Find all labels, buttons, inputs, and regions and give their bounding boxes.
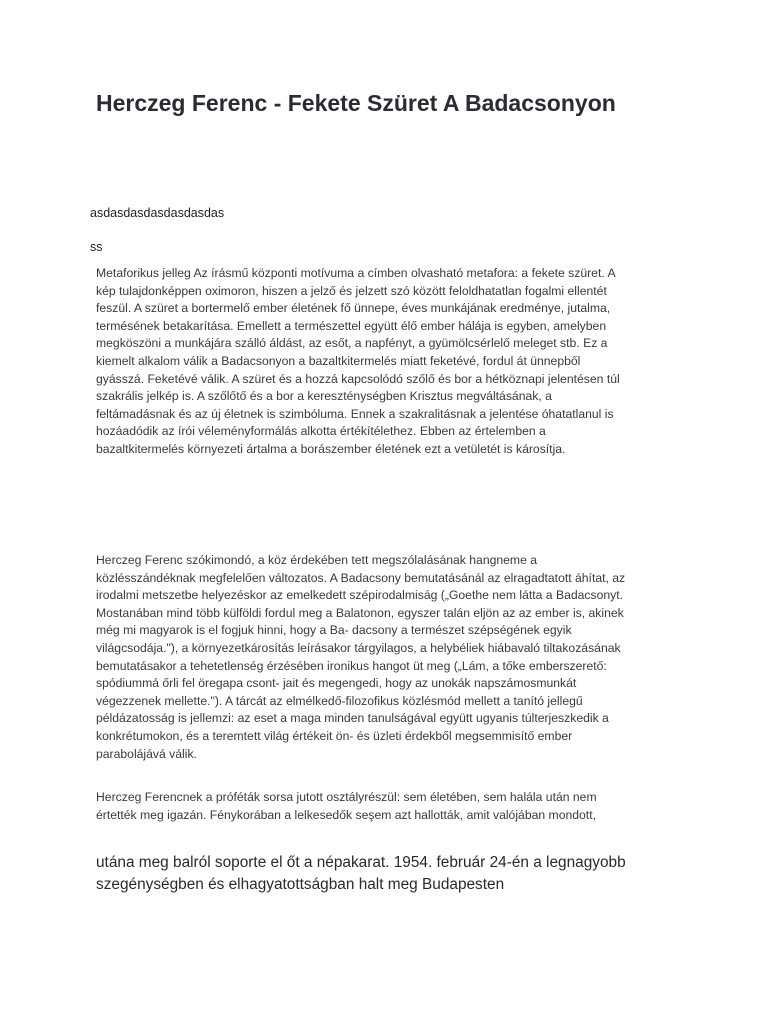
page-title: Herczeg Ferenc - Fekete Szüret A Badacsonyon [96, 90, 616, 116]
paragraph-halala: utána meg balról soporte el őt a népakarat. 1954. február 24-én a legnagyobb szegénységben és elhagyatottságban halt meg Budapesten [96, 854, 626, 893]
paragraph-metaforikus-jelleg: Metaforikus jelleg Az írásmű központi motívuma a címben olvasható metafora: a fekete szüret. A kép tulajdonképpen oximoron, hiszen a jelző és jelzett szó között feloldhatatlan fogalmi ellentét feszül. A szüret a bortermelő ember életének fő ünnepe, éves munkájának eredménye, jutalma, termésének betakarítása. Emellett a természettel együtt élő ember hálája is egyben, amelyben megköszöni a munkájára szálló áldást, az esőt, a napfényt, a gyümölcsérlelő meleget stb. Ez a kiemelt alkalom válik a Badacsonyon a bazaltkitermelés miatt feketévé, fordul át ünnepből gyásszá. Feketévé válik. A szüret és a hozzá kapcsolódó szőlő és bor a hétköznapi jelentésen túl szakrális jelkép is. A szőlőtő és a bor a kereszténységben Krisztus megváltásának, a feltámadásnak és az új életnek is szimbóluma. Ennek a szakralitásnak a jelentése óhatatlanul is hozáadódik az írói véleményformálás alkotta értékítélethez. Ebben az értelemben a bazaltkitermelés környezeti ártalma a borászember életének ezt a vetületét is károsítja. [96, 266, 620, 456]
paragraph-profetak-sorsa: Herczeg Ferencnek a próféták sorsa jutott osztályrészül: sem életében, sem halála után nem értették meg igazán. Fénykorában a lelkesedők seşem azt hallották, amit valójában mondott, [96, 790, 597, 822]
text-line-2: ss [90, 240, 103, 254]
paragraph-hangnem: Herczeg Ferenc szókimondó, a köz érdekében tett megszólalásának hangneme a közlésszándéknak megfelelően változatos. A Badacsony bemutatásánál az elragadtatott áhítat, az irodalmi metszetbe helyezéskor az emelkedett szépirodalmiság („Goethe nem látta a Badacsonyt. Mostanában mind több külföldi fordul meg a Balatonon, egyszer talán eljön az az ember is, akinek még mi magyarok is el fogjuk hinni, hogy a Ba- dacsony a természet szépségének egyik világcsodája."), a környezetkárosítás leírásakor tárgyilagos, a helybéliek hiábavaló tiltakozásának bemutatásakor a tehetetlenség érzésében ironikus hangot üt meg („Lám, a tőke emberszerető: spódiummá őrli fel öregapa csont- jait és megengedi, hogy az unokák napszámosmunkát végezzenek mellette."). A tárcát az elmélkedő-filozofikus közlésmód mellett a tanító jellegű példázatosság is jellemzi: az eset a maga minden tanulságával együtt ugyanis túlterjeszkedik a konkrétumokon, és a teremtett világ értékeit ön- és üzleti érdekből megsemmisítő ember parabolájává válik. [96, 553, 626, 761]
text-line-1: asdasdasdasdasdasdas [90, 206, 225, 220]
